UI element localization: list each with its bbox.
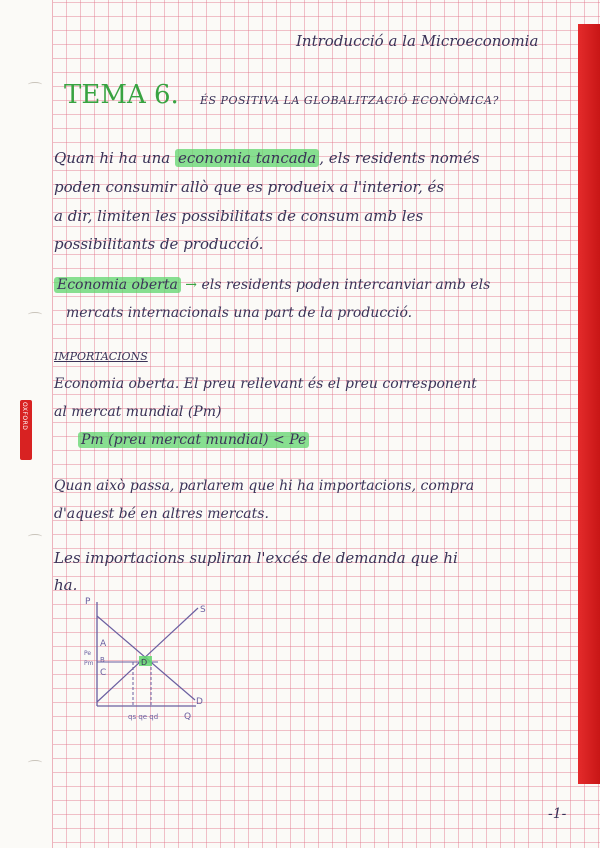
q-axis-label: Q [184,712,192,722]
pe-label: Pe [84,650,92,657]
tema-title [64,80,179,110]
paragraph-line [54,277,490,293]
paragraph-text: , els residents només [319,149,480,167]
punch-hole-mark [28,312,42,317]
tema-number: TEMA 6. [64,80,179,110]
paragraph-line: Les importacions supliran l'excés de demanda que hi [54,549,458,567]
highlight-economia-oberta: Economia oberta [54,277,181,293]
arrow-icon: → [185,277,198,293]
paragraph-line: Quan això passa, parlarem que hi ha importacions, compra [54,478,475,494]
brand-logo: OXFORD [20,400,32,460]
tema-question: ÉS POSITIVA LA GLOBALITZACIÓ ECONÒMICA? [200,94,499,107]
section-heading: IMPORTACIONS [54,350,148,363]
supply-demand-diagram [80,594,220,726]
paragraph-text: Quan hi ha una [54,149,171,167]
area-c-label: C [100,668,107,678]
paragraph-line: a dir, limiten les possibilitats de consum amb les [54,207,424,225]
supply-curve [97,608,198,702]
paragraph-line: possibilitants de producció. [54,235,264,253]
punch-hole-mark [28,534,42,539]
highlight-formula: Pm (preu mercat mundial) < Pe [78,432,309,448]
paragraph-line: ha. [54,576,78,594]
red-edge-strip [578,24,600,784]
pm-label: Pm [84,660,94,667]
demand-label: D [196,697,203,707]
punch-hole-mark [28,760,42,765]
page-number: -1- [548,806,567,822]
punch-hole-mark [28,82,42,87]
paragraph-line: Economia oberta. El preu rellevant és el preu corresponent [54,376,477,392]
formula-line [78,432,309,448]
paragraph-line: poden consumir allò que es produeix a l'interior, és [54,178,445,196]
area-d-label: D [141,658,148,667]
page-header: Introducció a la Microeconomia [296,32,539,50]
supply-label: S [200,605,206,615]
paragraph-line: mercats internacionals una part de la producció. [66,305,413,321]
quantity-labels: qs qe qd [128,713,159,721]
paragraph-text: els residents poden intercanviar amb els [201,277,491,293]
p-axis-label: P [85,597,91,607]
area-b-label: B [100,656,105,664]
highlight-economia-tancada: economia tancada [175,149,319,167]
paragraph-line: d'aquest bé en altres mercats. [54,506,269,522]
paragraph-line: al mercat mundial (Pm) [54,404,222,420]
area-a-label: A [100,639,107,649]
paragraph-line [54,149,480,167]
